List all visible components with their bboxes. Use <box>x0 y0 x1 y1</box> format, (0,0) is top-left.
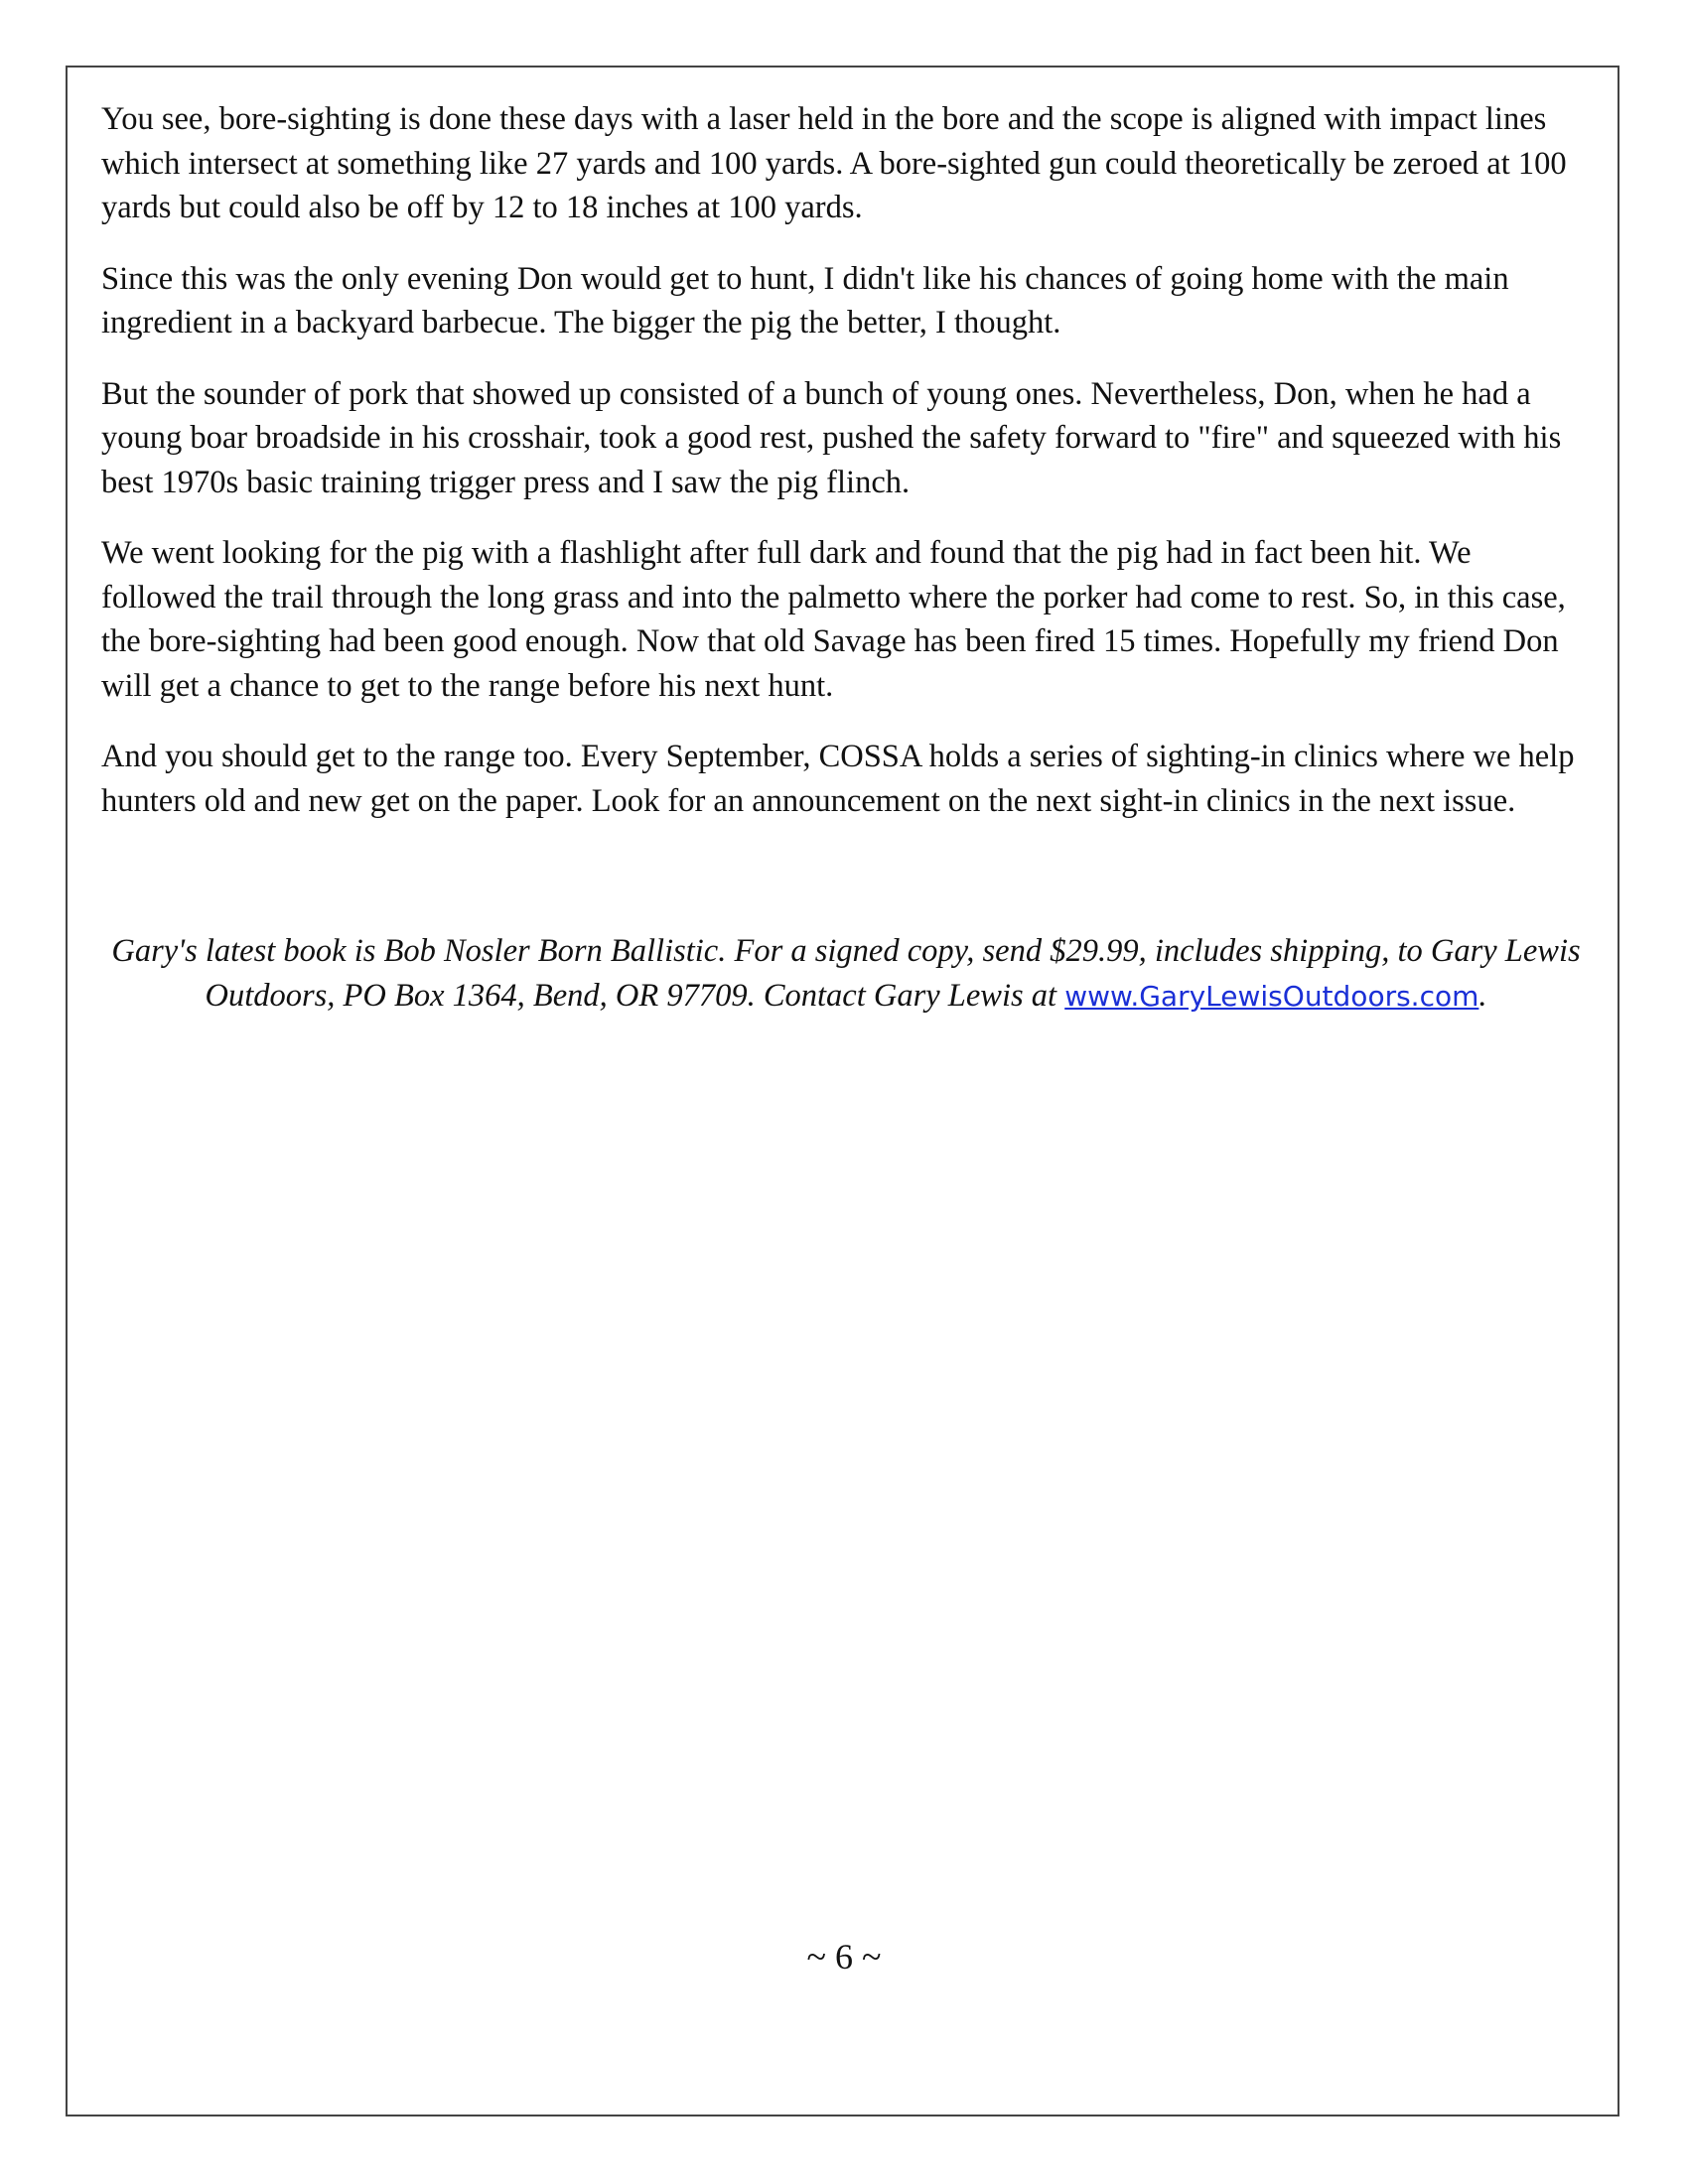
website-link[interactable]: www.GaryLewisOutdoors.com <box>1064 979 1479 1013</box>
page-number: ~ 6 ~ <box>806 1937 882 1977</box>
paragraph-evening-hunt: Since this was the only evening Don would get to hunt, I didn't like his chances of going home with the main ingredient in a backyard barbecue. The bigger the pig the better, I thought. <box>101 260 1509 341</box>
paragraph-tracking-pig: We went looking for the pig with a flashlight after full dark and found that the pig had in fact been hit. We followed the trail through the long grass and into the palmetto where the porker had come to rest. So, in this case, the bore-sighting had been good enough. Now that old Savage has been fired 15 times. Hopefully my friend Don will get a chance to get to the range before his next hunt. <box>101 535 1566 704</box>
paragraph-bore-sighting: You see, bore-sighting is done these days with a laser held in the bore and the scope is aligned with impact lines which intersect at something like 27 yards and 100 yards. A bore-sighted gun could theoretically be zeroed at 100 yards but could also be off by 12 to 18 inches at 100 yards. <box>101 101 1567 225</box>
author-credit-text: Gary's latest book is Bob Nosler Born Ballistic. For a signed copy, send $29.99, includes shipping, to Gary Lewis Outdoors, PO Box 1364, Bend, OR 97709. Contact Gary Lewis at <box>111 933 1581 1014</box>
page-frame <box>66 66 1619 2116</box>
author-credit-trailing: . <box>1478 977 1487 1014</box>
article-body <box>101 97 1591 850</box>
paragraph-sight-in-clinics: And you should get to the range too. Every September, COSSA holds a series of sighting-in clinics where we help hunters old and new get on the paper. Look for an announcement on the next sight-in clinics in the next issue. <box>101 739 1575 819</box>
paragraph-sounder-of-pork: But the sounder of pork that showed up consisted of a bunch of young ones. Nevertheless, Don, when he had a young boar broadside in his crosshair, took a good rest, pushed the safety forward to "fire" and squeezed with his best 1970s basic training trigger press and I saw the pig flinch. <box>101 375 1562 500</box>
author-credit <box>101 929 1591 1019</box>
